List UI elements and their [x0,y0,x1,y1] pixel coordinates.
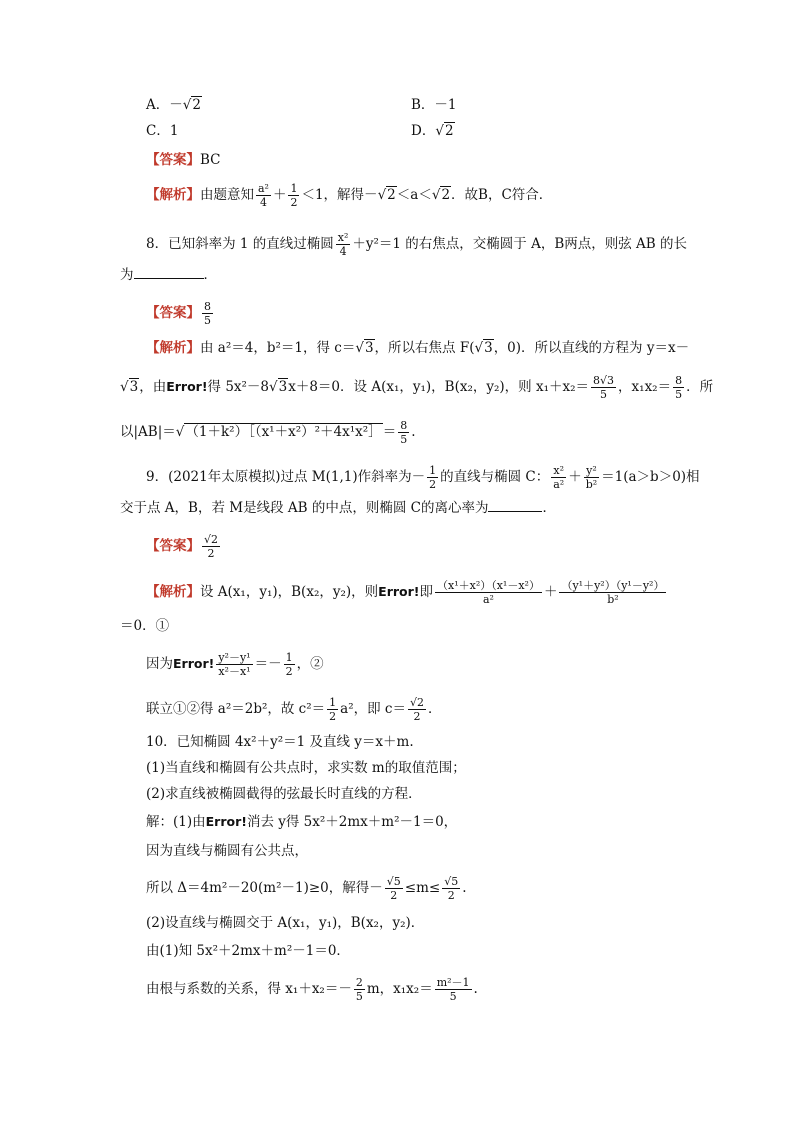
q8-analysis-1: 【解析】由 a²＝4，b²＝1，得 c＝√3，所以右焦点 F(√3，0)．所以直线的方程为 y＝x－ [146,340,690,356]
q10-part-2: (2)求直线被椭圆截得的弦最长时直线的方程． [146,786,422,802]
q9-stem: 9．(2021年太原模拟)过点 M(1,1)作斜率为－ $\frac{1}{2}$ 的直线与椭圆 C： $\frac{\text{x²}}{\text{a²}}$ ＋ $\frac{\text{y²}}{\text{b²}}$ ＝1(a＞b＞0)相 [146,464,700,491]
q9-analysis-1: 【解析】设 A(x₁，y₁)，B(x₂，y₂)，则Error!即 $\frac{\text{（x¹＋x²）（x¹－x²）}}{\text{a²}}$ ＋ $\frac{\text{（y¹＋y²）（y¹－y²）}}{\text{b²}}$ [146,579,665,606]
error-placeholder: Error! [205,814,247,829]
q10-solution-1: 解：(1)由Error!消去 y得 5x²＋2mx＋m²－1＝0， [146,814,458,830]
q10-solution-3: 所以 Δ＝4m²－20(m²－1)≥0，解得－ $\frac{√5}{2}$ ≤m≤ $\frac{√5}{2}$ . [146,875,467,902]
fraction: $\frac{8}{5}$ [675,374,683,401]
fraction: $\frac{\text{（y¹＋y²）（y¹－y²）}}{\text{b²}}$ [561,579,665,606]
q9-analysis-4: 联立①②得 a²＝2b²，故 c²＝ $\frac{1}{2}$ a²，即 c＝ $\frac{√2}{2}$ ． [146,696,442,723]
sqrt: √2 [182,97,201,113]
fraction: $\frac{√5}{2}$ [444,875,459,902]
sqrt: √2 [431,187,451,203]
q10-solution-5: 由(1)知 5x²＋2mx＋m²－1＝0． [146,943,350,959]
q10-solution-2: 因为直线与椭圆有公共点， [146,843,308,859]
error-placeholder: Error! [378,584,420,599]
fraction: $\frac{\text{y²－y¹}}{\text{x²－x¹}}$ [218,651,251,678]
sqrt: √3 [355,340,374,356]
option-a [146,96,202,114]
q8-analysis-2: √3，由Error!得 5x²－8√3x＋8＝0．设 A(x₁，y₁)，B(x₂，y₂)，则 x₁＋x₂＝ $\frac{8√3}{5}$ ，x₁x₂＝ $\frac{8}{5}$ ．所 [120,374,714,401]
fraction: $\frac{8√3}{5}$ [593,374,615,401]
q10-stem: 10．已知椭圆 4x²＋y²＝1 及直线 y＝x＋m. [146,734,414,750]
q9-stem-2: 交于点 A，B，若 M是线段 AB 的中点，则椭圆 C的离心率为 ． [120,500,556,516]
answer-tag: 【答案】 [146,305,200,321]
fraction: $\frac{\text{m²－1}}{5}$ [436,976,470,1003]
sqrt: √3 [120,379,139,395]
option-b: B．－1 [411,97,457,113]
fraction: $\frac{\text{y²}}{\text{b²}}$ [585,464,598,491]
q10-solution-6: 由根与系数的关系，得 x₁＋x₂＝－ $\frac{2}{5}$ m，x₁x₂＝ $\frac{\text{m²－1}}{5}$ . [146,976,478,1003]
fraction: $\frac{\text{x²}}{\text{a²}}$ [553,464,565,491]
fraction: $\frac{8}{5}$ [204,300,211,327]
option-d-label: D． [411,123,436,139]
sqrt: √3 [474,340,493,356]
fraction: $\frac{\text{（x¹＋x²）（x¹－x²）}}{\text{a²}}$ [437,579,540,606]
fraction: $\frac{√2}{2}$ [409,696,424,723]
analysis-tag: 【解析】 [146,584,200,600]
fraction: $\frac{1}{2}$ [290,182,298,209]
q7-answer [146,151,221,169]
sqrt: √（1＋k²）［（x¹＋x²）²＋4x¹x²］ [175,424,382,440]
error-placeholder: Error! [166,379,208,394]
q9-analysis-2: ＝0．① [120,618,170,634]
error-placeholder: Error! [173,656,215,671]
analysis-tag: 【解析】 [146,340,200,356]
q8-answer [146,301,215,326]
fraction: $\frac{2}{5}$ [355,976,363,1003]
q8-stem-2: 为 ． [120,267,217,283]
fraction: $\frac{\text{a²}}{4}$ [258,182,269,209]
answer-tag: 【答案】 [146,538,200,554]
answer-blank[interactable] [488,499,542,512]
fraction: $\frac{√5}{2}$ [386,875,401,902]
fraction: $\frac{√2}{2}$ [204,533,219,560]
option-d [411,122,455,140]
sqrt: √3 [269,379,288,395]
answer-tag: 【答案】 [146,152,200,168]
fraction: $\frac{1}{2}$ [329,696,337,723]
q7-analysis: 【解析】由题意知 $\frac{\text{a²}}{4}$ ＋ $\frac{1}{2}$ ＜1，解得－√2＜a＜√2．故B，C符合． [146,182,553,209]
fraction: $\frac{8}{5}$ [400,419,408,446]
fraction: $\frac{\text{x²}}{4}$ [337,231,349,258]
q10-solution-4: (2)设直线与椭圆交于 A(x₁，y₁)，B(x₂，y₂)． [146,915,425,931]
answer-blank[interactable] [134,266,204,279]
q10-part-1: (1)当直线和椭圆有公共点时，求实数 m的取值范围； [146,760,466,776]
q9-answer [146,534,222,559]
option-a-label: A．－ [146,97,183,113]
analysis-tag: 【解析】 [146,187,200,203]
answer-value: BC [200,152,221,168]
q8-analysis-3: 以|AB|＝√（1＋k²）［（x¹＋x²）²＋4x¹x²］＝ $\frac{8}{5}$ . [120,419,416,446]
q9-analysis-3: 因为Error! $\frac{\text{y²－y¹}}{\text{x²－x¹}}$ ＝－ $\frac{1}{2}$ ，② [146,651,324,678]
fraction: $\frac{1}{2}$ [429,464,437,491]
fraction: $\frac{1}{2}$ [285,651,293,678]
q8-stem: 8．已知斜率为 1 的直线过椭圆 $\frac{\text{x²}}{4}$ ＋y²＝1 的右焦点，交椭圆于 A，B两点，则弦 AB 的长 [146,231,688,258]
option-c: C．1 [146,123,179,139]
sqrt: √2 [435,123,454,139]
sqrt: √2 [377,187,396,203]
